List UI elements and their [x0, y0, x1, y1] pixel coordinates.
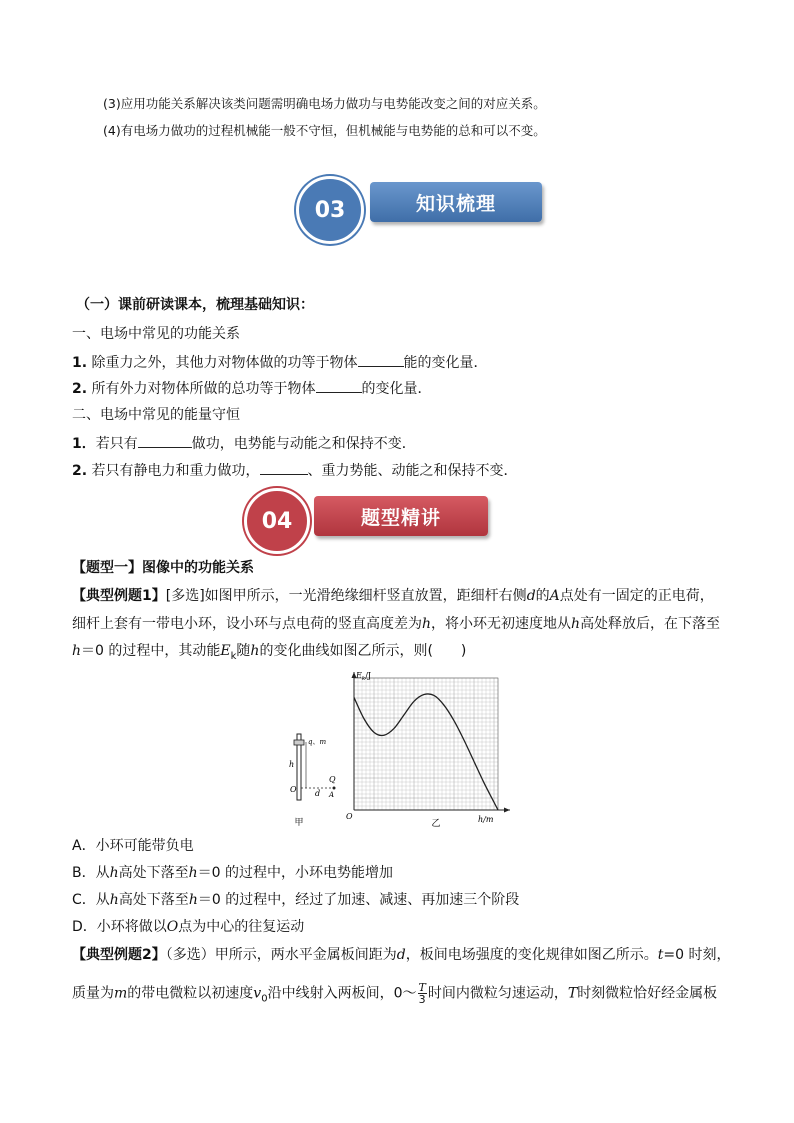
ex1-l2-b: ，将小环无初速度地从	[431, 616, 572, 632]
ex2-l1-a: （多选）甲所示，两水平金属板间距为	[165, 947, 397, 963]
x-axis-label: h/m	[478, 815, 494, 824]
example-2-label: 【典型例题2】	[72, 947, 166, 963]
item-3-text-b: 做功，电势能与动能之和保持不变．	[191, 436, 416, 452]
item-1-text-a: 除重力之外，其他力对物体做的功等于物体	[87, 355, 358, 371]
option-B[interactable]	[72, 863, 393, 883]
y-axis-symbol: E	[356, 671, 362, 680]
ex2-var-v: v	[253, 985, 262, 1002]
ex2-l2-a: 质量为	[72, 985, 114, 1002]
opt-d-b: 点为中心的往复运动	[178, 919, 305, 935]
ex1-var-h: h	[422, 616, 432, 632]
opt-d-O: O	[166, 919, 179, 935]
item-1-blank[interactable]	[358, 352, 404, 367]
label-h: h	[289, 760, 295, 769]
charge-point	[333, 787, 336, 790]
opt-c-c: ＝0 的过程中，经过了加速、减速、再加速三个阶段	[197, 892, 520, 908]
opt-c-b: 高处下落至	[118, 892, 189, 908]
frac-den: 3	[418, 993, 426, 1006]
ex2-var-v-sub: 0	[261, 993, 268, 1005]
ex2-l1-b: ，板间电场强度的变化规律如图乙所示。	[405, 947, 658, 963]
review-sub2: 二、电场中常见的能量守恒	[72, 407, 240, 423]
ex1-l1-c: 点处有一固定的正电荷，	[559, 588, 714, 604]
section-03-title: 知识梳理	[415, 192, 496, 215]
opt-c-h: h	[109, 892, 119, 908]
option-A[interactable]: A．小环可能带负电	[72, 838, 194, 854]
opt-b-h: h	[109, 865, 119, 881]
opt-b-h2: h	[188, 865, 198, 881]
type1-heading: 【题型一】图像中的功能关系	[72, 560, 254, 576]
y-axis-unit: /J	[365, 671, 372, 680]
item-1-number: 1.	[72, 355, 88, 371]
example-1-line-3	[72, 641, 466, 667]
ex2-l2-c: 沿中线射入两板间，0～	[267, 985, 417, 1002]
item-3-text-a: 若只有	[95, 436, 138, 452]
ex1-var-Ek-sub: k	[230, 650, 237, 662]
label-qm: q、m	[308, 738, 327, 746]
section-04-title: 题型精讲	[360, 506, 441, 529]
fraction-T-3	[418, 982, 427, 1005]
review-item-2	[72, 378, 432, 399]
review-heading: （一）课前研读课本，梳理基础知识：	[76, 297, 314, 313]
y-axis-label	[355, 671, 371, 682]
origin-label: O	[346, 812, 353, 821]
example-1-label: 【典型例题1】	[72, 588, 166, 604]
opt-c-a: C．从	[72, 892, 110, 908]
label-d: d	[315, 789, 321, 798]
ex1-var-h3: h	[250, 643, 260, 659]
option-D[interactable]	[72, 917, 304, 937]
item-4-number: 2.	[72, 463, 88, 479]
opt-b-b: 高处下落至	[118, 865, 189, 881]
label-A: A	[329, 791, 335, 799]
note-3: (3)应用功能关系解决该类问题需明确电场力做功与电势能改变之间的对应关系。	[103, 96, 546, 111]
ex1-var-h2: h	[571, 616, 581, 632]
section-03-number: 03	[314, 197, 346, 223]
review-sub1: 一、电场中常见的功能关系	[72, 326, 240, 342]
section-04-banner	[314, 496, 488, 536]
item-4-text-a: 若只有静电力和重力做功，	[87, 463, 260, 479]
section-04-header	[238, 486, 498, 552]
ex1-var-d: d	[526, 588, 536, 604]
review-item-3	[72, 433, 416, 454]
section-03-badge	[296, 176, 364, 244]
example-2-line-1	[72, 945, 730, 965]
caption-jia: 甲	[294, 818, 304, 828]
ex2-l1-c: =0 时刻，	[663, 947, 731, 963]
frac-num: T	[418, 981, 426, 994]
section-04-badge	[244, 488, 310, 554]
label-Q: Q	[329, 775, 336, 784]
option-C[interactable]	[72, 890, 519, 910]
review-item-1	[72, 352, 488, 373]
ex2-l2-d: 时间内微粒匀速运动，	[427, 985, 568, 1002]
x-axis-arrow	[504, 808, 510, 813]
item-1-text-b: 能的变化量．	[403, 355, 488, 371]
label-O: O	[290, 785, 297, 794]
item-2-blank[interactable]	[316, 378, 362, 393]
section-03-banner	[370, 182, 542, 222]
opt-b-c: ＝0 的过程中，小环电势能增加	[197, 865, 394, 881]
item-4-text-b: 、重力势能、动能之和保持不变．	[307, 463, 518, 479]
ex1-l1-a: [多选]如图甲所示，一光滑绝缘细杆竖直放置，距细杆右侧	[165, 588, 527, 604]
ex1-l2-a: 细杆上套有一带电小环，设小环与点电荷的竖直高度差为	[72, 616, 422, 632]
opt-d-a: D．小环将做以	[72, 919, 167, 935]
ex1-l3-c: 的变化曲线如图乙所示，则( )	[259, 643, 467, 659]
item-3-number: 1．	[72, 436, 96, 452]
ex1-l3-b: 随	[236, 643, 251, 659]
ex2-l2-b: 的带电微粒以初速度	[127, 985, 254, 1002]
chart-grid	[354, 678, 498, 810]
item-2-text-a: 所有外力对物体所做的总功等于物体	[87, 381, 316, 397]
ex1-l3-a: ＝0 的过程中，其动能	[81, 643, 221, 659]
ring	[294, 740, 304, 745]
example-2-line-2	[72, 982, 717, 1009]
example-1-line-2	[72, 614, 720, 634]
ex2-var-d: d	[396, 947, 406, 963]
item-2-text-b: 的变化量．	[361, 381, 432, 397]
ex2-var-T: T	[567, 985, 578, 1002]
example-1-line-1	[72, 586, 714, 606]
opt-b-a: B．从	[72, 865, 110, 881]
review-item-4	[72, 460, 518, 481]
note-4: (4)有电场力做功的过程机械能一般不守恒，但机械能与电势能的总和可以不变。	[103, 123, 546, 138]
item-3-blank[interactable]	[138, 433, 192, 448]
section-04-number: 04	[261, 508, 293, 534]
figure-yi-chart	[340, 668, 520, 830]
ex1-var-Ek: E	[220, 643, 231, 659]
y-axis-subscript: k	[361, 676, 366, 682]
ex2-var-t: t	[657, 947, 664, 963]
ex1-var-h3a: h	[72, 643, 82, 659]
ex1-var-A: A	[549, 588, 560, 604]
item-4-blank[interactable]	[260, 460, 308, 475]
ex2-var-m: m	[114, 985, 128, 1002]
ex1-l2-c: 高处释放后，在下落至	[580, 616, 721, 632]
item-2-number: 2.	[72, 381, 88, 397]
opt-c-h2: h	[188, 892, 198, 908]
ex1-l1-b: 的	[535, 588, 550, 604]
caption-yi: 乙	[431, 819, 441, 829]
section-03-header	[290, 172, 550, 242]
ex2-l2-e: 时刻微粒恰好经金属板	[577, 985, 718, 1002]
